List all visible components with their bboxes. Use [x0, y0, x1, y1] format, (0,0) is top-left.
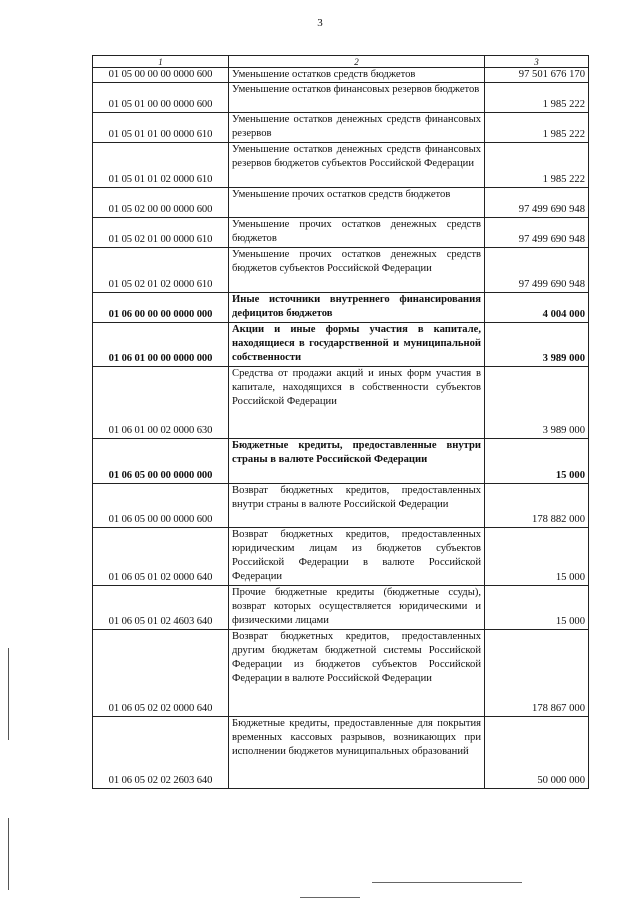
budget-sources-table — [92, 55, 589, 789]
table-row — [93, 528, 589, 586]
row-name: Уменьшение остатков средств бюджетов — [229, 68, 485, 83]
footer-rule — [372, 882, 522, 883]
table-row — [93, 143, 589, 188]
table-row — [93, 484, 589, 528]
row-code: 01 06 00 00 00 0000 000 — [93, 293, 229, 323]
row-amount: 3 989 000 — [485, 367, 589, 439]
row-code: 01 05 01 00 00 0000 600 — [93, 83, 229, 113]
column-header-name: 2 — [229, 56, 485, 68]
table-row — [93, 113, 589, 143]
row-amount: 50 000 000 — [485, 717, 589, 789]
row-code: 01 05 02 01 00 0000 610 — [93, 218, 229, 248]
table-row — [93, 293, 589, 323]
table-row — [93, 68, 589, 83]
row-name: Возврат бюджетных кредитов, предоставленных другим бюджетам бюджетной системы Российской Федерации из бюджетов субъектов Российской Федерации в валюте Российской Федерации — [229, 630, 485, 717]
row-amount: 178 882 000 — [485, 484, 589, 528]
table-row — [93, 586, 589, 630]
table-row — [93, 439, 589, 484]
row-name: Уменьшение остатков денежных средств финансовых резервов бюджетов субъектов Российской Федерации — [229, 143, 485, 188]
column-header-amount: 3 — [485, 56, 589, 68]
table-row — [93, 83, 589, 113]
table-row — [93, 367, 589, 439]
row-amount: 97 499 690 948 — [485, 188, 589, 218]
table-row — [93, 630, 589, 717]
row-code: 01 05 01 01 00 0000 610 — [93, 113, 229, 143]
row-name: Уменьшение прочих остатков средств бюджетов — [229, 188, 485, 218]
row-name: Прочие бюджетные кредиты (бюджетные ссуды), возврат которых осуществляется юридическими и физическими лицами — [229, 586, 485, 630]
row-amount: 1 985 222 — [485, 83, 589, 113]
row-code: 01 05 01 01 02 0000 610 — [93, 143, 229, 188]
row-amount: 97 499 690 948 — [485, 248, 589, 293]
row-code: 01 06 05 01 02 0000 640 — [93, 528, 229, 586]
left-margin-line-lower — [8, 818, 9, 890]
row-amount: 15 000 — [485, 528, 589, 586]
row-code: 01 06 05 00 00 0000 000 — [93, 439, 229, 484]
row-name: Акции и иные формы участия в капитале, находящиеся в государственной и муниципальной собственности — [229, 323, 485, 367]
left-margin-line — [8, 648, 9, 740]
row-amount: 4 004 000 — [485, 293, 589, 323]
table-row — [93, 188, 589, 218]
row-code: 01 06 01 00 02 0000 630 — [93, 367, 229, 439]
page-number: 3 — [317, 17, 323, 29]
row-code: 01 06 05 02 02 0000 640 — [93, 630, 229, 717]
row-code: 01 05 02 00 00 0000 600 — [93, 188, 229, 218]
row-amount: 1 985 222 — [485, 113, 589, 143]
row-code: 01 06 05 00 00 0000 600 — [93, 484, 229, 528]
row-name: Возврат бюджетных кредитов, предоставленных внутри страны в валюте Российской Федерации — [229, 484, 485, 528]
row-name: Бюджетные кредиты, предоставленные для покрытия временных кассовых разрывов, возникающих при исполнении бюджетов муниципальных образований — [229, 717, 485, 789]
row-name: Уменьшение прочих остатков денежных средств бюджетов субъектов Российской Федерации — [229, 248, 485, 293]
table-row — [93, 717, 589, 789]
table-row — [93, 248, 589, 293]
table-row — [93, 218, 589, 248]
row-amount: 15 000 — [485, 586, 589, 630]
row-amount: 97 501 676 170 — [485, 68, 589, 83]
row-code: 01 06 01 00 00 0000 000 — [93, 323, 229, 367]
table-header-row — [93, 56, 589, 68]
row-code: 01 05 00 00 00 0000 600 — [93, 68, 229, 83]
row-amount: 15 000 — [485, 439, 589, 484]
row-code: 01 06 05 01 02 4603 640 — [93, 586, 229, 630]
row-name: Уменьшение остатков финансовых резервов бюджетов — [229, 83, 485, 113]
footer-rule-short — [300, 897, 360, 898]
table-row — [93, 323, 589, 367]
row-amount: 97 499 690 948 — [485, 218, 589, 248]
row-code: 01 05 02 01 02 0000 610 — [93, 248, 229, 293]
row-name: Средства от продажи акций и иных форм участия в капитале, находящихся в собственности субъектов Российской Федерации — [229, 367, 485, 439]
row-amount: 1 985 222 — [485, 143, 589, 188]
row-name: Бюджетные кредиты, предоставленные внутри страны в валюте Российской Федерации — [229, 439, 485, 484]
row-name: Уменьшение прочих остатков денежных средств бюджетов — [229, 218, 485, 248]
row-name: Уменьшение остатков денежных средств финансовых резервов — [229, 113, 485, 143]
row-name: Возврат бюджетных кредитов, предоставленных юридическим лицам из бюджетов субъектов Российской Федерации в валюте Российской Федерации — [229, 528, 485, 586]
row-amount: 178 867 000 — [485, 630, 589, 717]
row-name: Иные источники внутреннего финансирования дефицитов бюджетов — [229, 293, 485, 323]
column-header-code: 1 — [93, 56, 229, 68]
row-amount: 3 989 000 — [485, 323, 589, 367]
row-code: 01 06 05 02 02 2603 640 — [93, 717, 229, 789]
